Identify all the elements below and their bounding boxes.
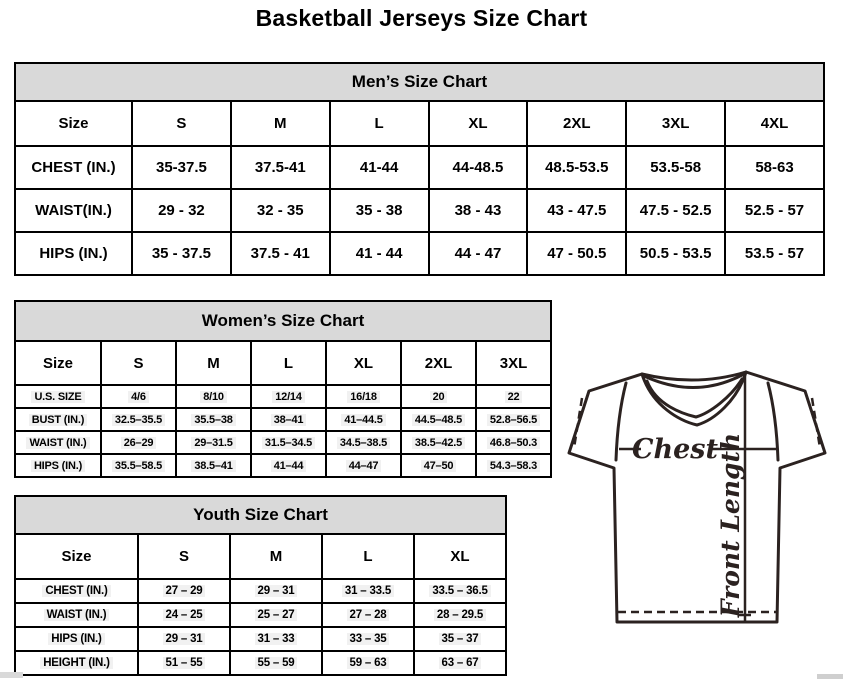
size-value: 28 – 29.5 xyxy=(414,603,506,627)
size-value: 41–44.5 xyxy=(326,408,401,431)
size-value: 16/18 xyxy=(326,385,401,408)
size-value: 25 – 27 xyxy=(230,603,322,627)
size-value: 55 – 59 xyxy=(230,651,322,675)
size-value: 44–47 xyxy=(326,454,401,477)
size-value: 58-63 xyxy=(725,146,824,189)
column-header: M xyxy=(231,101,330,146)
column-header: 3XL xyxy=(476,341,551,385)
page-title: Basketball Jerseys Size Chart xyxy=(255,5,588,31)
size-value: 22 xyxy=(476,385,551,408)
table-row xyxy=(15,189,824,232)
size-value: 24 – 25 xyxy=(138,603,230,627)
size-value: 29 – 31 xyxy=(230,579,322,603)
mens-size-table xyxy=(14,62,825,276)
size-value: 38.5–41 xyxy=(176,454,251,477)
front-length-label: Front Length xyxy=(716,432,745,618)
row-label: CHEST (IN.) xyxy=(15,579,138,603)
jersey-measurement-diagram xyxy=(556,360,838,632)
row-label: WAIST (IN.) xyxy=(15,603,138,627)
row-label: WAIST(IN.) xyxy=(15,189,132,232)
size-value: 46.8–50.3 xyxy=(476,431,551,454)
column-header: Size xyxy=(15,341,101,385)
size-value: 63 – 67 xyxy=(414,651,506,675)
column-header: 3XL xyxy=(626,101,725,146)
size-value: 54.3–58.3 xyxy=(476,454,551,477)
size-value: 33 – 35 xyxy=(322,627,414,651)
size-value: 34.5–38.5 xyxy=(326,431,401,454)
womens-section-title: Women’s Size Chart xyxy=(15,301,551,341)
column-header: L xyxy=(330,101,429,146)
bottom-right-fragment xyxy=(817,674,843,679)
table-row xyxy=(15,454,551,477)
row-label: WAIST (IN.) xyxy=(15,431,101,454)
column-header: XL xyxy=(414,534,506,579)
column-header: S xyxy=(132,101,231,146)
size-value: 29–31.5 xyxy=(176,431,251,454)
row-label: HIPS (IN.) xyxy=(15,627,138,651)
table-row xyxy=(15,627,506,651)
column-header: Size xyxy=(15,101,132,146)
size-value: 35.5–38 xyxy=(176,408,251,431)
column-header: L xyxy=(251,341,326,385)
column-header-row xyxy=(15,534,506,579)
youth-size-table xyxy=(14,495,507,676)
size-value: 48.5-53.5 xyxy=(527,146,626,189)
size-value: 32 - 35 xyxy=(231,189,330,232)
row-label: HEIGHT (IN.) xyxy=(15,651,138,675)
column-header: L xyxy=(322,534,414,579)
size-value: 31 – 33.5 xyxy=(322,579,414,603)
size-value: 37.5-41 xyxy=(231,146,330,189)
size-value: 44-48.5 xyxy=(429,146,528,189)
size-value: 51 – 55 xyxy=(138,651,230,675)
size-value: 37.5 - 41 xyxy=(231,232,330,275)
mens-section-title: Men’s Size Chart xyxy=(15,63,824,101)
column-header: Size xyxy=(15,534,138,579)
size-value: 53.5-58 xyxy=(626,146,725,189)
size-value: 53.5 - 57 xyxy=(725,232,824,275)
column-header-row xyxy=(15,101,824,146)
table-row xyxy=(15,385,551,408)
size-value: 27 – 29 xyxy=(138,579,230,603)
size-value: 41–44 xyxy=(251,454,326,477)
size-value: 52.5 - 57 xyxy=(725,189,824,232)
column-header: M xyxy=(230,534,322,579)
column-header: XL xyxy=(429,101,528,146)
size-value: 35 - 37.5 xyxy=(132,232,231,275)
jersey-body-outline xyxy=(569,372,825,622)
row-label: CHEST (IN.) xyxy=(15,146,132,189)
size-value: 52.8–56.5 xyxy=(476,408,551,431)
size-value: 35 - 38 xyxy=(330,189,429,232)
womens-size-table xyxy=(14,300,552,478)
size-value: 47 - 50.5 xyxy=(527,232,626,275)
column-header: S xyxy=(138,534,230,579)
table-row xyxy=(15,431,551,454)
column-header: 2XL xyxy=(401,341,476,385)
row-label: HIPS (IN.) xyxy=(15,232,132,275)
size-value: 12/14 xyxy=(251,385,326,408)
size-value: 31 – 33 xyxy=(230,627,322,651)
size-value: 43 - 47.5 xyxy=(527,189,626,232)
size-value: 8/10 xyxy=(176,385,251,408)
table-row xyxy=(15,603,506,627)
column-header: M xyxy=(176,341,251,385)
size-value: 31.5–34.5 xyxy=(251,431,326,454)
size-value: 59 – 63 xyxy=(322,651,414,675)
section-header-row xyxy=(15,63,824,101)
column-header: 4XL xyxy=(725,101,824,146)
table-row xyxy=(15,579,506,603)
size-value: 29 – 31 xyxy=(138,627,230,651)
size-value: 29 - 32 xyxy=(132,189,231,232)
size-value: 38 - 43 xyxy=(429,189,528,232)
row-label: BUST (IN.) xyxy=(15,408,101,431)
size-value: 35 – 37 xyxy=(414,627,506,651)
row-label: U.S. SIZE xyxy=(15,385,101,408)
size-value: 35.5–58.5 xyxy=(101,454,176,477)
column-header: 2XL xyxy=(527,101,626,146)
column-header: S xyxy=(101,341,176,385)
size-value: 33.5 – 36.5 xyxy=(414,579,506,603)
size-value: 44 - 47 xyxy=(429,232,528,275)
bottom-left-fragment xyxy=(0,672,23,678)
size-value: 41 - 44 xyxy=(330,232,429,275)
size-value: 4/6 xyxy=(101,385,176,408)
table-row xyxy=(15,146,824,189)
column-header: XL xyxy=(326,341,401,385)
size-value: 38.5–42.5 xyxy=(401,431,476,454)
table-row xyxy=(15,651,506,675)
table-row xyxy=(15,408,551,431)
size-value: 32.5–35.5 xyxy=(101,408,176,431)
section-header-row xyxy=(15,496,506,534)
row-label: HIPS (IN.) xyxy=(15,454,101,477)
section-header-row xyxy=(15,301,551,341)
size-value: 38–41 xyxy=(251,408,326,431)
chest-label: Chest xyxy=(632,434,718,465)
size-value: 35-37.5 xyxy=(132,146,231,189)
size-value: 20 xyxy=(401,385,476,408)
column-header-row xyxy=(15,341,551,385)
size-value: 44.5–48.5 xyxy=(401,408,476,431)
size-value: 27 – 28 xyxy=(322,603,414,627)
table-row xyxy=(15,232,824,275)
youth-section-title: Youth Size Chart xyxy=(15,496,506,534)
size-value: 26–29 xyxy=(101,431,176,454)
size-value: 47–50 xyxy=(401,454,476,477)
size-value: 41-44 xyxy=(330,146,429,189)
size-value: 47.5 - 52.5 xyxy=(626,189,725,232)
size-value: 50.5 - 53.5 xyxy=(626,232,725,275)
